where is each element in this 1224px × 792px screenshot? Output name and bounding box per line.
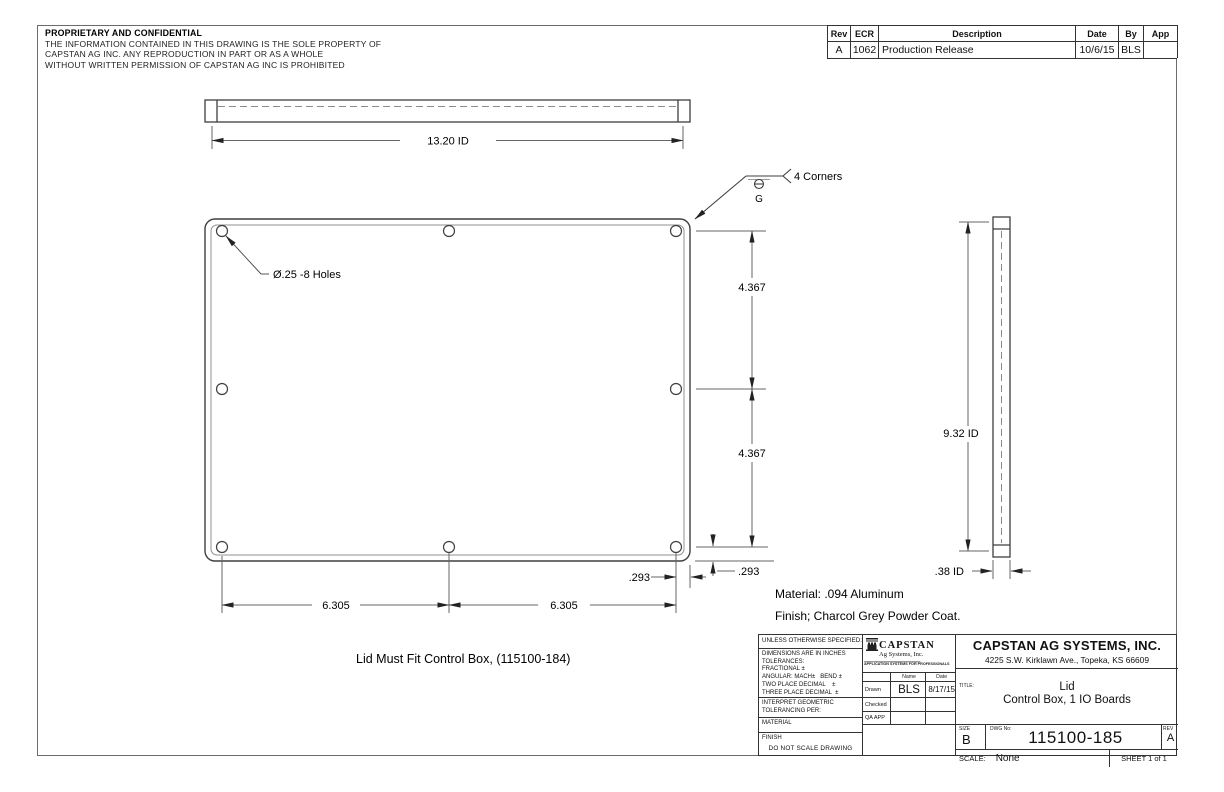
note-finish: Finish; Charcol Grey Powder Coat.: [775, 609, 961, 623]
right-end-view: [993, 217, 1010, 557]
size-label: SIZE: [959, 726, 971, 732]
hole-circle: [444, 542, 455, 553]
scale-value: None: [995, 753, 1020, 764]
tolerance-line: TWO PLACE DECIMAL ±: [762, 681, 836, 688]
tolerance-notes: [759, 649, 862, 698]
weld-symbol: [695, 169, 791, 219]
interpret-geometric-note: [759, 698, 862, 718]
interpret-line: INTERPRET GEOMETRIC: [762, 700, 834, 706]
hole-circle: [444, 226, 455, 237]
title-block-main-column: [956, 635, 1178, 764]
signature-date-header: Date: [936, 674, 948, 680]
rev-header-app: App: [1144, 25, 1178, 41]
tolerance-line: FRACTIONAL ±: [762, 666, 805, 673]
rev-header-rev: Rev: [828, 25, 851, 41]
tolerance-line: TOLERANCES:: [762, 658, 805, 665]
qa-label: QA APP: [863, 712, 891, 724]
size-value: B: [962, 732, 971, 747]
finish-label: FINISH: [762, 735, 782, 741]
size-dwg-rev-row: [956, 725, 1178, 750]
dim-text-height: 9.32 ID: [943, 428, 979, 440]
scale-cell: [956, 750, 1109, 767]
finish-field: [759, 733, 862, 755]
interpret-line: TOLERANCING PER:: [762, 707, 821, 714]
rev-cell: [1161, 725, 1178, 749]
hole-circle: [217, 226, 228, 237]
qa-date: [926, 712, 955, 724]
note-fit: Lid Must Fit Control Box, (115100-184): [356, 652, 571, 666]
rev-value: A: [1166, 732, 1175, 744]
dim-text-v1: 4.367: [738, 282, 766, 294]
title-block-signature-column: [863, 635, 956, 755]
castle-logo-icon: [865, 638, 879, 652]
title-block-tolerance-column: [759, 635, 863, 755]
proprietary-title: PROPRIETARY AND CONFIDENTIAL: [45, 28, 203, 38]
proprietary-line: CAPSTAN AG INC. ANY REPRODUCTION IN PART OR AS A WHOLE: [45, 49, 324, 60]
dim-text-v2: 4.367: [738, 448, 766, 460]
holes-callout-text: Ø.25 -8 Holes: [273, 269, 341, 281]
hole-circle: [217, 384, 228, 395]
weld-finish-text: G: [755, 194, 763, 205]
drawing-title-box: [956, 681, 1178, 725]
dim-text-width: 13.20 ID: [427, 135, 469, 148]
rev-cell-by: BLS: [1119, 41, 1144, 58]
rev-cell-date: 10/6/15: [1076, 41, 1119, 58]
capstan-logo: [863, 635, 955, 673]
drawn-name: BLS: [891, 682, 927, 697]
logo-name: CAPSTAN: [879, 639, 935, 651]
title-block: [758, 634, 1177, 764]
rev-cell-rev: A: [828, 41, 851, 58]
signature-row-drawn: [863, 682, 955, 698]
dim-text-depth: .38 ID: [934, 566, 964, 578]
rev-header-description: Description: [879, 25, 1076, 41]
tolerance-line: THREE PLACE DECIMAL ±: [762, 689, 839, 696]
dwg-label: DWG No:: [990, 726, 1012, 732]
company-header: [956, 635, 1178, 669]
top-side-view: [205, 100, 690, 122]
material-field: MATERIAL: [759, 718, 862, 733]
do-not-scale-note: DO NOT SCALE DRAWING: [768, 745, 853, 752]
scale-row: [956, 750, 1178, 767]
drawing-title-line2: Control Box, 1 IO Boards: [1003, 694, 1131, 706]
dim-text-h2: 6.305: [550, 600, 578, 612]
company-address: 4225 S.W. Kirklawn Ave., Topeka, KS 66609: [984, 655, 1150, 665]
qa-name: [891, 712, 927, 724]
hole-circle: [217, 542, 228, 553]
dim-text-corner-y: .293: [738, 566, 760, 578]
dwg-number-cell: [986, 725, 1161, 749]
tolerance-line: ANGULAR: MACH± BEND ±: [762, 674, 842, 681]
rev-cell-ecr: 1062: [851, 41, 879, 58]
unless-specified-label: UNLESS OTHERWISE SPECIFIED:: [759, 635, 862, 649]
note-material: Material: .094 Aluminum: [775, 587, 904, 601]
tolerance-line: DIMENSIONS ARE IN INCHES: [762, 651, 846, 657]
drawn-label: Drawn: [863, 682, 891, 697]
hole-circle: [671, 542, 682, 553]
scale-label: SCALE:: [959, 754, 986, 763]
checked-date: [926, 698, 955, 711]
size-cell: [956, 725, 986, 749]
rev-header-by: By: [1119, 25, 1144, 41]
rev-cell-description: Production Release: [879, 41, 1076, 58]
proprietary-line: WITHOUT WRITTEN PERMISSION OF CAPSTAN AG INC IS PROHIBITED: [45, 59, 345, 70]
sheet-cell: SHEET 1 of 1: [1109, 750, 1178, 767]
rev-header-ecr: ECR: [851, 25, 879, 41]
drawing-title-line1: Lid: [1059, 681, 1075, 693]
signature-row-qa: [863, 712, 955, 725]
signature-row-checked: [863, 698, 955, 712]
company-name: CAPSTAN AG SYSTEMS, INC.: [972, 638, 1162, 653]
rev-label: REV: [1163, 726, 1174, 732]
drawn-date: 8/17/15: [928, 685, 955, 694]
signature-name-header: Name: [891, 673, 927, 681]
rev-header-date: Date: [1076, 25, 1119, 41]
hole-circle: [671, 226, 682, 237]
hole-circle: [671, 384, 682, 395]
weld-note-text: 4 Corners: [794, 171, 843, 183]
checked-label: Checked: [863, 698, 891, 711]
logo-subtitle: Ag Systems, Inc.: [879, 651, 924, 658]
signature-table: [863, 673, 955, 725]
proprietary-line: THE INFORMATION CONTAINED IN THIS DRAWING IS THE SOLE PROPERTY OF: [45, 38, 382, 49]
signature-header-row: [863, 673, 955, 682]
dwg-number: 115100-185: [1028, 728, 1123, 747]
logo-tagline: APPLICATION SYSTEMS FOR PROFESSIONALS: [864, 662, 950, 667]
checked-name: [891, 698, 927, 711]
title-label: TITLE:: [959, 683, 975, 689]
dim-text-h1: 6.305: [322, 600, 350, 612]
dim-text-corner-x: .293: [628, 572, 650, 584]
